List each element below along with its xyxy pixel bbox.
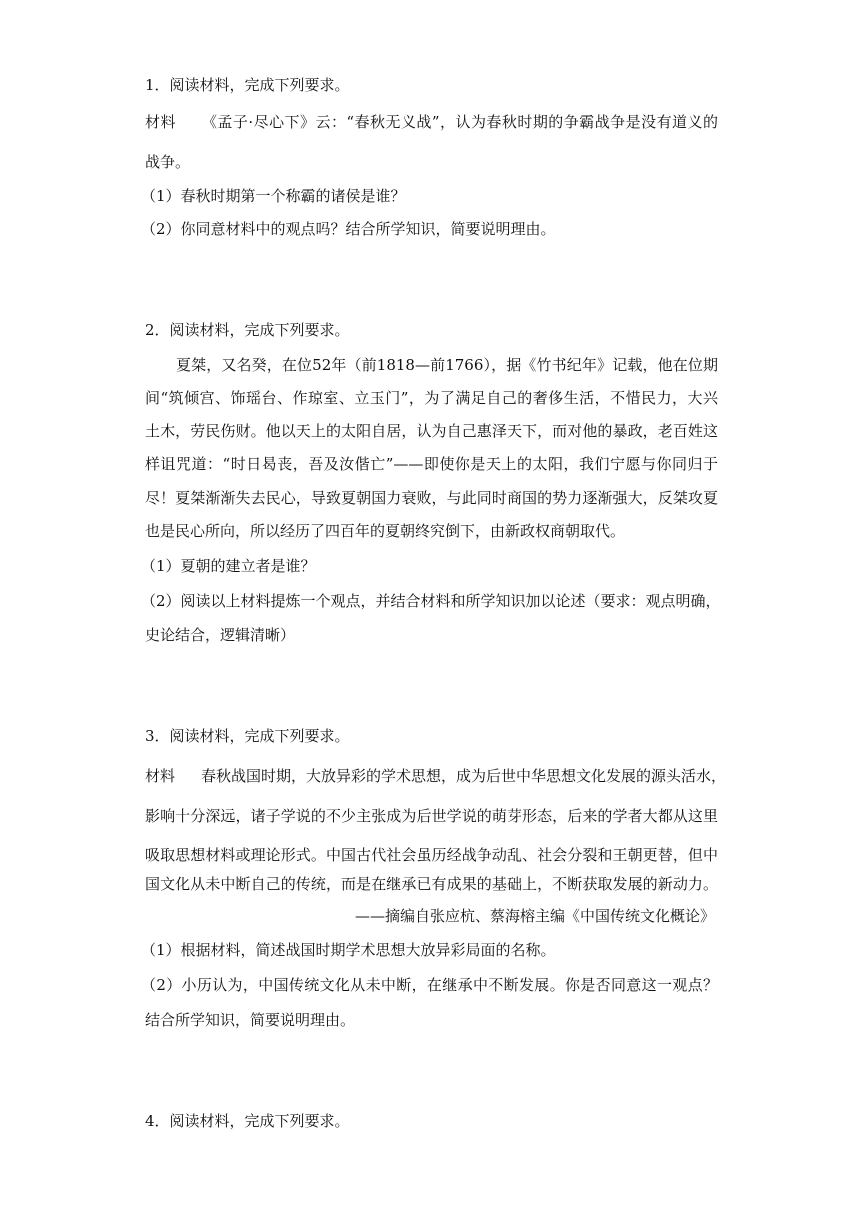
q3-sub-question-2-line-1: （2）小历认为，中国传统文化从未中断，在继承中不断发展。你是否同意这一观点？ <box>141 976 718 994</box>
q3-heading: 3．阅读材料，完成下列要求。 <box>145 727 350 745</box>
q3-sub-question-2-line-2: 结合所学知识，简要说明理由。 <box>145 1011 356 1029</box>
q2-material-line-1: 夏桀，又名癸，在位52年（前1818—前1766），据《竹书纪年》记载，他在位期 <box>176 356 718 374</box>
q2-sub-question-2-line-2: 史论结合，逻辑清晰） <box>145 626 296 644</box>
q2-material-line-6: 也是民心所向，所以经历了四百年的夏朝终究倒下，由新政权商朝取代。 <box>145 522 626 540</box>
q3-source: ——摘编自张应杭、蔡海榕主编《中国传统文化概论》 <box>354 907 715 925</box>
q1-material-label: 材料 <box>145 113 176 131</box>
q2-sub-question-1: （1）夏朝的建立者是谁？ <box>141 557 316 575</box>
q1-heading: 1．阅读材料，完成下列要求。 <box>145 76 350 94</box>
q2-material-line-2: 间“筑倾宫、饰瑶台、作琼室、立玉门”，为了满足自己的奢侈生活，不惜民力，大兴 <box>145 389 718 407</box>
q1-material-line-2: 战争。 <box>145 153 191 171</box>
q4-heading: 4．阅读材料，完成下列要求。 <box>145 1112 350 1130</box>
q2-material-line-5: 尽！夏桀渐渐失去民心，导致夏朝国力衰败，与此同时商国的势力逐渐强大，反桀攻夏 <box>145 489 718 507</box>
q2-material-line-4: 样诅咒道：“时日曷丧，吾及汝偕亡”——即使你是天上的太阳，我们宁愿与你同归于 <box>145 455 718 473</box>
q3-sub-question-1: （1）根据材料，简述战国时期学术思想大放异彩局面的名称。 <box>141 941 556 959</box>
q2-sub-question-2-line-1: （2）阅读以上材料提炼一个观点，并结合材料和所学知识加以论述（要求：观点明确， <box>141 592 721 610</box>
q3-material-line-3: 吸取思想材料或理论形式。中国古代社会虽历经战争动乱、社会分裂和王朝更替，但中 <box>145 846 718 864</box>
q1-sub-question-1: （1）春秋时期第一个称霸的诸侯是谁？ <box>141 187 406 205</box>
q3-material-line-1: 材料 春秋战国时期，大放异彩的学术思想，成为后世中华思想文化发展的源头活水， <box>145 767 727 785</box>
q3-material-line-4: 国文化从未中断自己的传统，而是在继承已有成果的基础上，不断获取发展的新动力。 <box>145 875 718 893</box>
q1-sub-question-2: （2）你同意材料中的观点吗？结合所学知识，简要说明理由。 <box>141 220 556 238</box>
q3-material-label: 材料 <box>145 767 176 785</box>
q1-material-line-1: 材料 《孟子·尽心下》云：“春秋无义战”，认为春秋时期的争霸战争是没有道义的 <box>145 113 718 131</box>
q2-heading: 2．阅读材料，完成下列要求。 <box>145 321 350 339</box>
q2-material-line-3: 土木，劳民伤财。他以天上的太阳自居，认为自己惠泽天下，而对他的暴政，老百姓这 <box>145 422 718 440</box>
q3-material-line-2: 影响十分深远，诸子学说的不少主张成为后世学说的萌芽形态，后来的学者大都从这里 <box>145 807 718 825</box>
